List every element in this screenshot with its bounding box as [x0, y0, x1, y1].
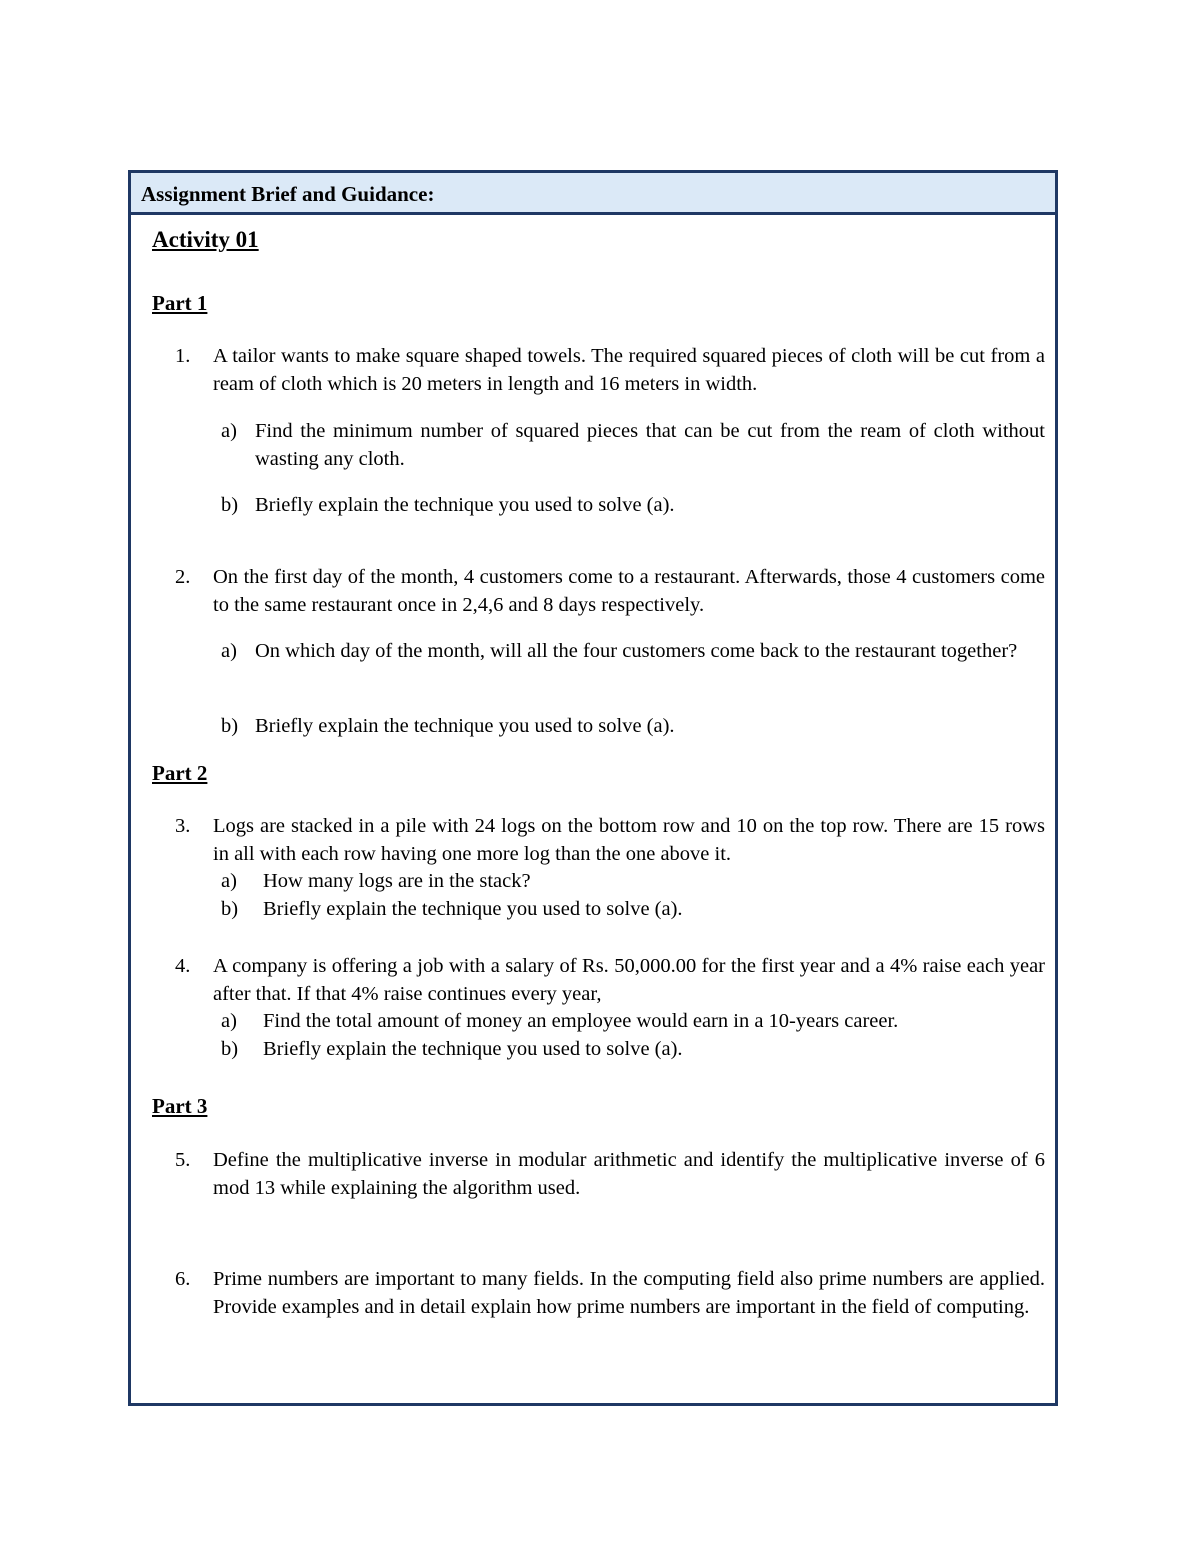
- question-2-text: On the first day of the month, 4 customers come to a restaurant. Afterwards, those 4 customers come to the same restaurant once in 2,4,6 and 8 days respectively.: [213, 566, 1045, 616]
- question-4b-label: b): [221, 1038, 239, 1060]
- question-3-number: 3.: [175, 815, 191, 837]
- question-2-number: 2.: [175, 566, 191, 588]
- question-3a-text: How many logs are in the stack?: [263, 870, 531, 892]
- question-6-text: Prime numbers are important to many fields. In the computing field also prime numbers are applied. Provide examples and in detail explain how prime numbers are important in the field of computing.: [213, 1268, 1045, 1318]
- part-2-heading: Part 2: [152, 761, 208, 785]
- question-5-number: 5.: [175, 1149, 191, 1171]
- question-3a-label: a): [221, 870, 237, 892]
- question-1b-text: Briefly explain the technique you used to solve (a).: [255, 494, 675, 516]
- question-2b-label: b): [221, 715, 239, 737]
- question-2a-text: On which day of the month, will all the four customers come back to the restaurant together?: [255, 640, 1018, 662]
- question-3b-text: Briefly explain the technique you used to solve (a).: [263, 898, 683, 920]
- question-5-text: Define the multiplicative inverse in modular arithmetic and identify the multiplicative inverse of 6 mod 13 while explaining the algorithm used.: [213, 1149, 1045, 1199]
- question-2b-text: Briefly explain the technique you used to solve (a).: [255, 715, 675, 737]
- question-3b-label: b): [221, 898, 239, 920]
- question-4-text: A company is offering a job with a salary of Rs. 50,000.00 for the first year and a 4% raise each year after that. If that 4% raise continues every year,: [213, 955, 1045, 1005]
- question-4b-text: Briefly explain the technique you used to solve (a).: [263, 1038, 683, 1060]
- question-1a-label: a): [221, 420, 237, 442]
- question-2a-label: a): [221, 640, 237, 662]
- part-1-heading: Part 1: [152, 291, 208, 315]
- section-header: Assignment Brief and Guidance:: [131, 173, 1055, 215]
- question-6-number: 6.: [175, 1268, 191, 1290]
- question-1a-text: Find the minimum number of squared pieces that can be cut from the ream of cloth without wasting any cloth.: [255, 420, 1045, 470]
- question-4a-text: Find the total amount of money an employee would earn in a 10-years career.: [263, 1010, 899, 1032]
- question-1-text: A tailor wants to make square shaped towels. The required squared pieces of cloth will be cut from a ream of cloth which is 20 meters in length and 16 meters in width.: [213, 345, 1045, 395]
- question-1-number: 1.: [175, 345, 191, 367]
- part-3-heading: Part 3: [152, 1094, 208, 1118]
- question-4a-label: a): [221, 1010, 237, 1032]
- question-3-text: Logs are stacked in a pile with 24 logs on the bottom row and 10 on the top row. There are 15 rows in all with each row having one more log than the one above it.: [213, 815, 1045, 865]
- assignment-brief-box: [128, 170, 1058, 1406]
- question-4-number: 4.: [175, 955, 191, 977]
- activity-title: Activity 01: [152, 227, 259, 252]
- question-1b-label: b): [221, 494, 239, 516]
